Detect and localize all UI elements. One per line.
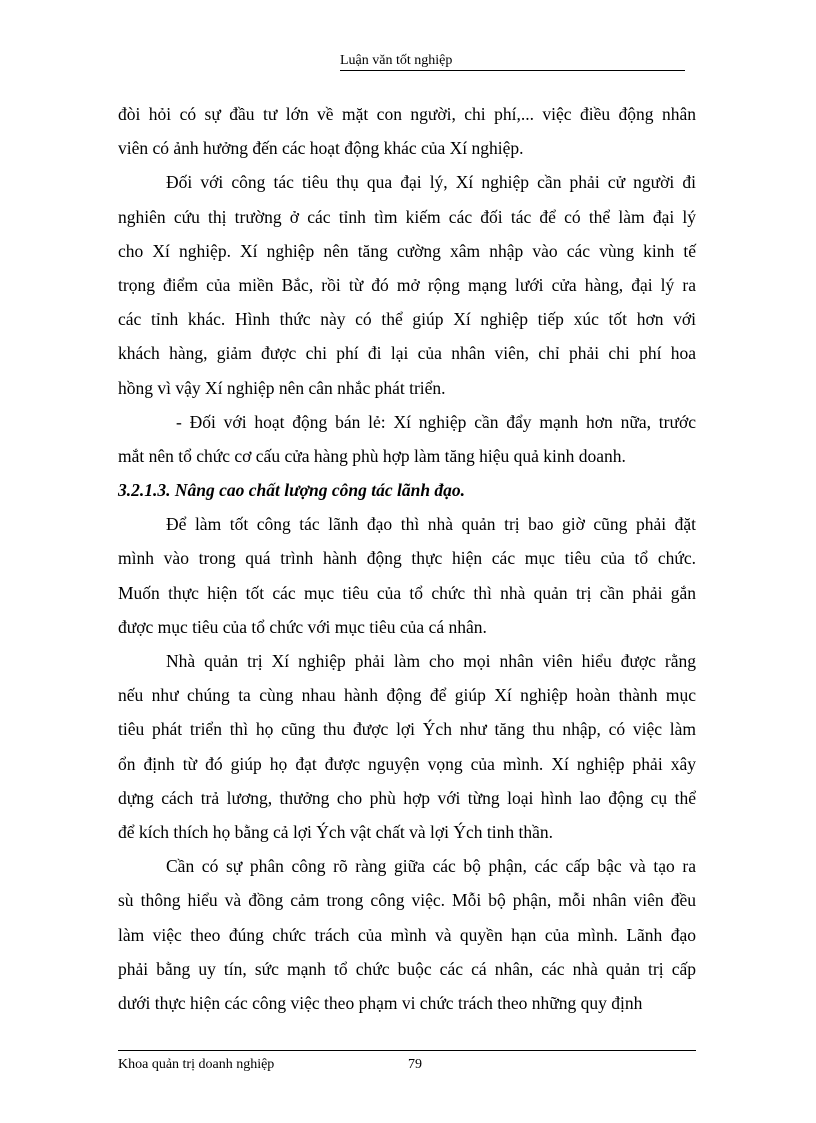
footer-department: Khoa quản trị doanh nghiệp — [118, 1057, 275, 1072]
section-heading: 3.2.1.3. Nâng cao chất lượng công tác lãnh đạo. — [118, 480, 466, 501]
page-header — [340, 52, 685, 71]
text-line: nếu như chúng ta cùng nhau hành động để giúp Xí nghiệp hoàn thành mục — [118, 685, 696, 706]
text-line: Nhà quản trị Xí nghiệp phải làm cho mọi nhân viên hiểu được rằng — [166, 651, 696, 671]
text-line: dưới thực hiện các công việc theo phạm vi chức trách theo những quy định — [118, 992, 643, 1013]
text-line: - Đối với hoạt động bán lẻ: Xí nghiệp cần đẩy mạnh hơn nữa, trước — [176, 411, 696, 432]
text-line: phải bằng uy tín, sức mạnh tổ chức buộc các cá nhân, các nhà quản trị cấp — [118, 958, 696, 979]
page-number: 79 — [408, 1057, 422, 1072]
text-line: mắt nên tổ chức cơ cấu cửa hàng phù hợp làm tăng hiệu quả kinh doanh. — [118, 445, 626, 466]
paragraph — [118, 644, 696, 849]
text-line: sù thông hiểu và đồng cảm trong công việc. Mỗi bộ phận, mỗi nhân viên đều — [118, 890, 696, 911]
header-title: Luận văn tốt nghiệp — [340, 53, 453, 68]
text-line: các tỉnh khác. Hình thức này có thể giúp Xí nghiệp tiếp xúc tốt hơn với — [118, 309, 696, 330]
text-line: tiêu phát triển thì họ cũng thu được lợi Ých như tăng thu nhập, có việc làm — [118, 719, 696, 740]
text-line: mình vào trong quá trình hành động thực hiện các mục tiêu của tổ chức. — [118, 548, 696, 569]
text-line: hồng vì vậy Xí nghiệp nên cân nhắc phát triển. — [118, 377, 446, 398]
text-line: khách hàng, giảm được chi phí đi lại của nhân viên, chỉ phải chi phí hoa — [118, 343, 696, 364]
text-line: cho Xí nghiệp. Xí nghiệp nên tăng cường xâm nhập vào các vùng kinh tế — [118, 240, 696, 261]
text-line: nghiên cứu thị trường ở các tỉnh tìm kiếm các đối tác để có thể làm đại lý — [118, 206, 696, 227]
text-line: làm việc theo đúng chức trách của mình và quyền hạn của mình. Lãnh đạo — [118, 924, 696, 945]
text-line: để kích thích họ bằng cả lợi Ých vật chất và lợi Ých tinh thần. — [118, 821, 553, 842]
text-line: được mục tiêu của tổ chức với mục tiêu của cá nhân. — [118, 616, 487, 637]
text-line: Muốn thực hiện tốt các mục tiêu của tổ chức thì nhà quản trị cần phải gắn — [118, 582, 696, 603]
paragraph — [118, 849, 696, 1020]
text-line: Đối với công tác tiêu thụ qua đại lý, Xí nghiệp cần phải cử người đi — [166, 172, 696, 193]
document-body — [118, 97, 696, 1020]
paragraph — [118, 405, 696, 473]
paragraph — [118, 165, 696, 404]
text-line: Để làm tốt công tác lãnh đạo thì nhà quản trị bao giờ cũng phải đặt — [166, 514, 696, 535]
paragraph — [118, 507, 696, 644]
text-line: trọng điểm của miền Bắc, rồi từ đó mở rộng mạng lưới cửa hàng, đại lý ra — [118, 274, 696, 295]
text-line: dựng cách trả lương, thưởng cho phù hợp với từng loại hình lao động cụ thể — [118, 787, 696, 808]
text-line: viên có ảnh hưởng đến các hoạt động khác của Xí nghiệp. — [118, 138, 524, 159]
text-line: Cần có sự phân công rõ ràng giữa các bộ phận, các cấp bậc và tạo ra — [166, 856, 696, 877]
text-line: đòi hỏi có sự đầu tư lớn về mặt con người, chi phí,... việc điều động nhân — [118, 104, 696, 124]
page-footer — [118, 1050, 696, 1072]
text-line: ổn định từ đó giúp họ đạt được nguyện vọng của mình. Xí nghiệp phải xây — [118, 753, 696, 774]
paragraph — [118, 97, 696, 165]
